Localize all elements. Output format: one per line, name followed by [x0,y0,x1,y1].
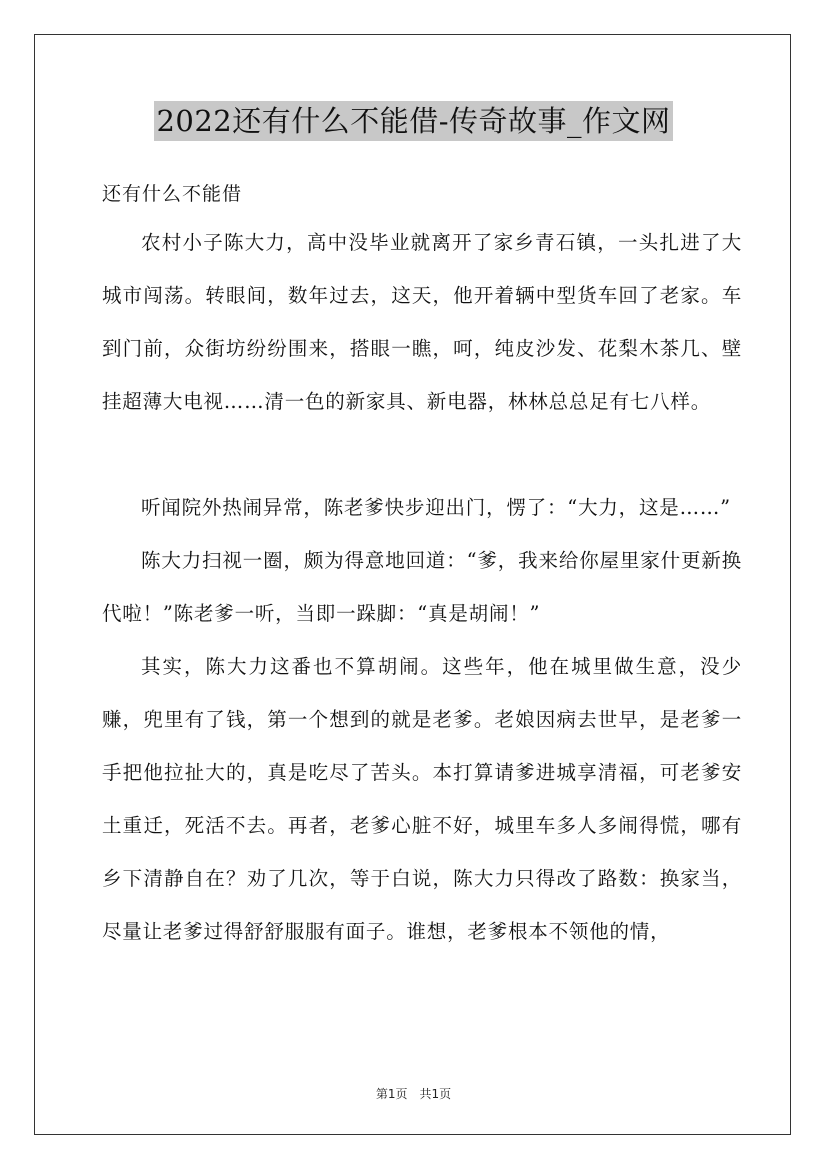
article-body [102,176,742,958]
article-subtitle: 还有什么不能借 [102,183,243,205]
paragraph-4: 其实，陈大力这番也不算胡闹。这些年，他在城里做生意，没少赚，兜里有了钱，第一个想到的就是老爹。老娘因病去世早，是老爹一手把他拉扯大的，真是吃尽了苦头。本打算请爹进城享清福，可老爹安土重迁，死活不去。再者，老爹心脏不好，城里车多人多闹得慌，哪有乡下清静自在？劝了几次，等于白说，陈大力只得改了路数：换家当，尽量让老爹过得舒舒服服有面子。谁想，老爹根本不领他的情， [102,655,742,943]
paragraph-1: 农村小子陈大力，高中没毕业就离开了家乡青石镇，一头扎进了大城市闯荡。转眼间，数年过去，这天，他开着辆中型货车回了老家。车到门前，众街坊纷纷围来，搭眼一瞧，呵，纯皮沙发、花梨木茶几、壁挂超薄大电视……清一色的新家具、新电器，林林总总足有七八样。 [102,231,742,413]
paragraph-3: 陈大力扫视一圈，颇为得意地回道：“爹，我来给你屋里家什更新换代啦！”陈老爹一听，当即一跺脚：“真是胡闹！” [102,549,742,625]
page-footer: 第1页 共1页 [375,1087,452,1101]
document-title: 2022还有什么不能借-传奇故事_作文网 [154,101,672,141]
title-area [0,101,827,141]
paragraph-2: 听闻院外热闹异常，陈老爹快步迎出门，愣了：“大力，这是……” [141,496,731,519]
